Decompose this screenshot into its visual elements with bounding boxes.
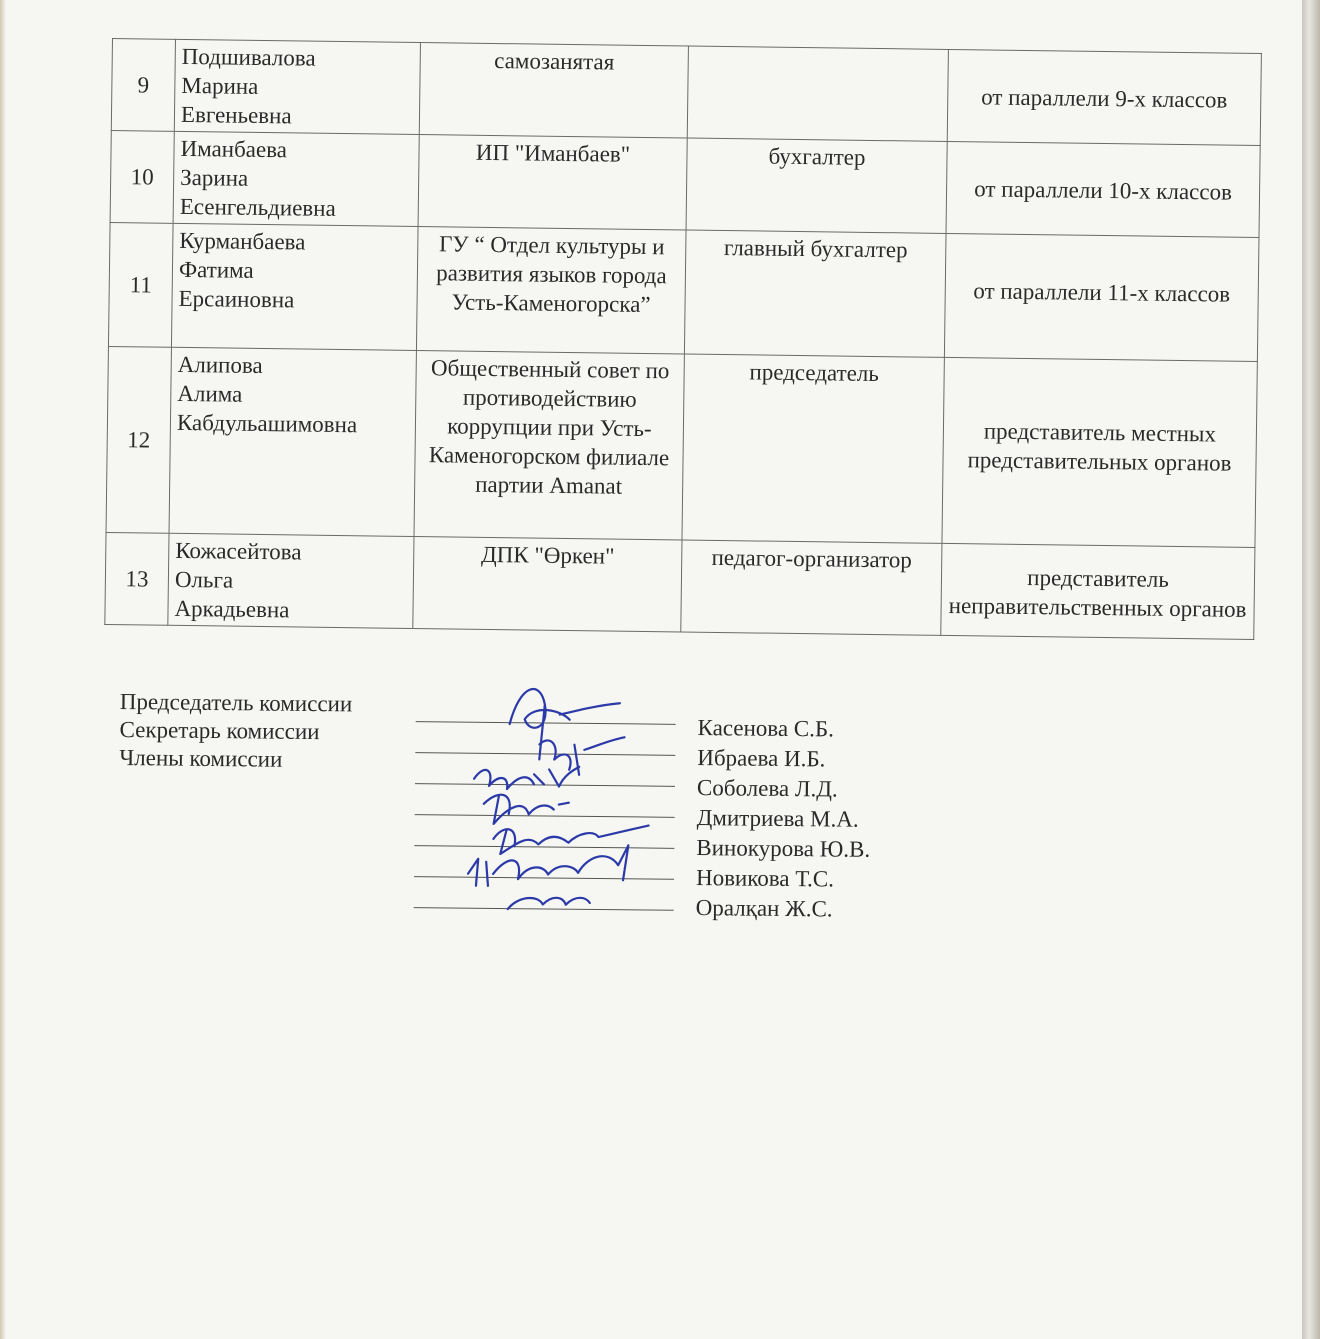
member-representation	[947, 49, 1261, 145]
patronymic: Кабдульашимовна	[176, 409, 358, 438]
row-number: 9	[111, 39, 175, 132]
page-edge-right	[1302, 0, 1320, 1339]
surname: Иманбаева	[180, 135, 288, 163]
row-number: 12	[106, 346, 171, 533]
member-name	[174, 39, 420, 134]
first-name: Марина	[181, 72, 259, 99]
member-organization: самозанятая	[419, 43, 688, 139]
page-edge-left	[0, 0, 6, 1339]
patronymic: Евгеньевна	[180, 101, 292, 129]
member-position	[687, 46, 948, 141]
row-number: 11	[108, 222, 173, 347]
member-organization: ИП "Иманбаев"	[418, 135, 687, 231]
member-position: председатель	[682, 354, 944, 543]
surname: Кожасейтова	[175, 537, 302, 565]
surname: Алипова	[177, 351, 263, 378]
signature-block	[117, 688, 1019, 937]
role-chairman: Председатель комиссии	[119, 688, 353, 717]
member-organization: ДПК "Өркен"	[413, 536, 682, 632]
commission-table-container	[104, 38, 1262, 640]
member-organization: Общественный совет по противодействию коррупции при Усть-Каменогорском филиале партии Amanat	[414, 351, 684, 540]
member-representation	[941, 543, 1255, 639]
row-number: 10	[110, 130, 174, 223]
role-secretary: Секретарь комиссии	[119, 716, 320, 745]
representation-text: от параллели 11-х классов	[973, 278, 1231, 307]
signatory-name: Касенова С.Б.	[697, 715, 835, 742]
role-members: Члены комиссии	[119, 744, 283, 772]
signatory-names	[696, 714, 872, 926]
commission-members-table	[104, 38, 1262, 640]
member-name	[173, 131, 419, 226]
representation-text: представитель местных представительных органов	[967, 418, 1232, 476]
commission-roles	[119, 688, 352, 774]
table-row	[110, 130, 1260, 237]
patronymic: Ерсаиновна	[178, 285, 295, 313]
table-row	[106, 346, 1257, 547]
signatory-name: Ибраева И.Б.	[697, 745, 826, 772]
first-name: Алима	[177, 380, 243, 407]
member-name	[169, 347, 416, 536]
signatory-name: Новикова Т.С.	[695, 865, 835, 892]
signatory-name: Соболева Л.Д.	[696, 775, 838, 802]
surname: Курманбаева	[179, 227, 306, 255]
first-name: Фатима	[178, 256, 254, 283]
member-name	[168, 533, 414, 628]
member-representation	[942, 357, 1257, 547]
member-name	[171, 223, 418, 350]
signatory-name: Оралқан Ж.С.	[695, 895, 833, 922]
table-row	[111, 39, 1261, 146]
patronymic: Аркадьевна	[174, 595, 290, 623]
representation-text: от параллели 9-х классов	[981, 84, 1228, 113]
member-organization: ГУ “ Отдел культуры и развития языков города Усть-Каменогорска”	[416, 227, 686, 354]
handwritten-signatures	[448, 673, 730, 916]
table-row	[108, 222, 1259, 361]
member-position: педагог-организатор	[681, 540, 942, 635]
signatory-name: Дмитриева М.А.	[696, 805, 859, 832]
representation-text: представитель неправительственных органов	[948, 565, 1247, 622]
surname: Подшивалова	[181, 43, 316, 71]
member-representation	[944, 233, 1259, 361]
representation-text: от параллели 10-х классов	[974, 176, 1233, 205]
first-name: Ольга	[174, 566, 234, 593]
table-row	[105, 532, 1255, 639]
patronymic: Есенгельдиевна	[179, 193, 336, 221]
member-representation	[946, 141, 1260, 237]
signatory-name: Винокурова Ю.В.	[696, 835, 871, 862]
member-position: главный бухгалтер	[684, 230, 946, 357]
row-number: 13	[105, 532, 169, 625]
member-position: бухгалтер	[686, 138, 947, 233]
first-name: Зарина	[180, 164, 249, 191]
